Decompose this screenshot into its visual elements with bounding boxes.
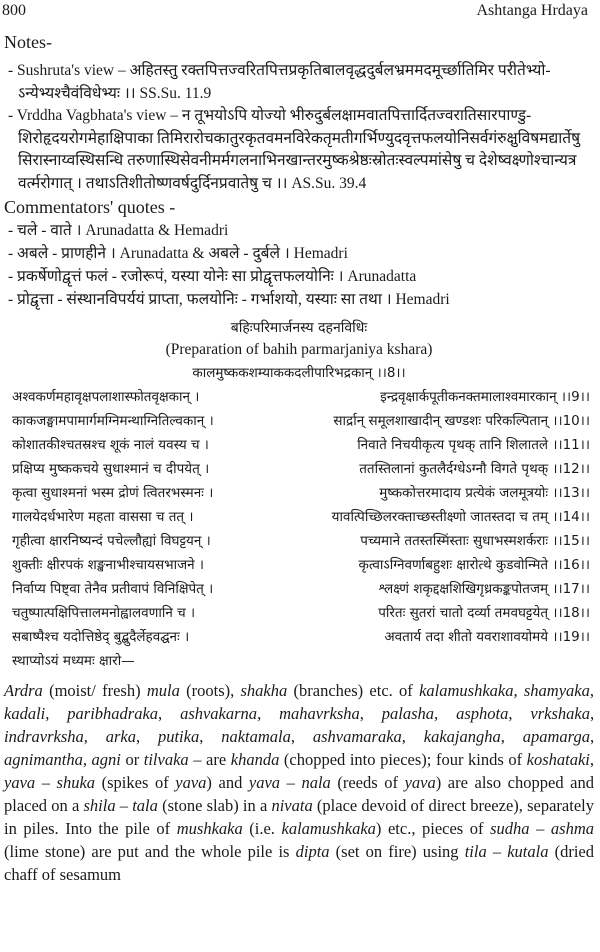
- verse-row: [4, 457, 594, 481]
- verse-half-right: कृत्वाऽग्निवर्णाबहुशः क्षारोत्थे कुडवोन्मिते ।।16।।: [358, 557, 590, 573]
- page-header: [0, 2, 600, 24]
- commentator-quote: - अबले - प्राणहीने । Arunadatta & अबले - दुर्बले । Hemadri: [8, 245, 348, 262]
- note-item: - Sushruta's view – अहितस्तु रक्तपित्तज्वरितपित्तप्रकृतिबालवृद्धदुर्बलभ्रममदमूर्च्छातिमिर परीतेभ्यो-ऽन्येभ्यश्चैवंविधेभ्यः ।। SS.Su. 11.9: [8, 62, 551, 102]
- verse-half-left: गालयेदर्धभारेण महता वाससा च तत् ।: [12, 509, 194, 525]
- translation-paragraph: Ardra (moist/ fresh) mula (roots), shakha (branches) etc. of kalamushkaka, shamyaka, kadali, paribhadraka, ashvakarna, mahavrksha, palasha, asphota, vrkshaka, indravrksha, arka, putika, naktamala, ashvamaraka, kakajangha, apamarga, agnimantha, agni or tilvaka – are khanda (chopped into pieces); four kinds of koshataki, yava – shuka (spikes of yava) and yava – nala (reeds of yava) are also chopped and placed on a shila – tala (stone slab) in a nivata (place devoid of direct breeze), separately in piles. Into the pile of mushkaka (i.e. kalamushkaka) etc., pieces of sudha – ashma (lime stone) are put and the whole pile is dipta (set on fire) using tila – kutala (dried chaff of sesamum: [4, 681, 595, 884]
- verse-row: [4, 577, 594, 601]
- commentator-quote: - चले - वाते । Arunadatta & Hemadri: [8, 222, 229, 239]
- verse-row: [4, 505, 594, 529]
- running-title: Ashtanga Hrdaya: [476, 2, 588, 19]
- verse-row: [4, 529, 594, 553]
- verse-row: [4, 433, 594, 457]
- verse-row: [4, 409, 594, 433]
- verse-half-left: कृत्वा सुधाश्मनां भस्म द्रोणं त्वितरभस्मनः ।: [12, 485, 214, 501]
- verse-half-right: पच्यमाने ततस्तस्मिंस्ताः सुधाभस्मशर्कराः ।।15।।: [360, 533, 590, 549]
- verse-half-right: यावत्पिच्छिलरक्ताच्छस्तीक्ष्णो जातस्तदा च तम् ।।14।।: [331, 509, 590, 525]
- verse-half-right: परितः सुतरां चातो दर्व्या तमवघट्टयेत् ।।18।।: [378, 605, 590, 621]
- verse-row: [4, 625, 594, 649]
- section-title: बहिःपरिमार्जनस्य दहनविधिः: [230, 320, 368, 336]
- verse-half-left: गृहीत्वा क्षारनिष्यन्दं पचेल्लौह्यां विघट्टयन् ।: [12, 533, 211, 549]
- verse-half-left: काकजङ्घामपामार्गमग्निमन्थाग्नितिल्वकान् ।: [12, 413, 214, 429]
- verse-half-right: मुष्ककोत्तरमादाय प्रत्येकं जलमूत्रयोः ।।13।।: [379, 485, 590, 501]
- notes-list: [4, 60, 594, 195]
- verse-row: [4, 481, 594, 505]
- commentators-list: [4, 219, 594, 311]
- verse-half-left: अश्वकर्णमहावृक्षपलाशास्फोतवृक्षकान् ।: [12, 389, 200, 405]
- note-item: - Vrddha Vagbhata's view – न तूभयोऽपि योज्यो भीरुदुर्बलक्षामवातपित्तार्दितज्वरातिसारपाण्डु-शिरोहृदयरोगमेहाक्षिपाका तिमिरारोचकातुरकृतवमनविरेकतृमतीगर्भिण्युदवृत्तफलयोनिसर्वगंरुक्षुविषमद्यार्तेषु सिरास्नाय्वस्थिसन्धि तरुणास्थिसेवनीमर्मगलनाभिनखान्तरमुष्कश्रेष्ठःस्रोतःस्वल्पमांसेषु च देशेष्वक्ष्णोश्चान्यत्र वर्त्मरोगात् । तथाऽतिशीतोष्णवर्षदुर्दिनप्रवातेषु च ।। AS.Su. 39.4: [8, 107, 581, 192]
- verse-row: [4, 601, 594, 625]
- verse-block: [4, 385, 594, 649]
- verse-half-left: कोशातकीश्चतस्रश्च शूकं नालं यवस्य च ।: [12, 437, 209, 453]
- verse-half-right: ततस्तिलानां कुतलैर्दग्धेऽग्नौ विगते पृथक् ।।12।।: [359, 461, 590, 477]
- page-number: 800: [2, 2, 26, 19]
- verse-half-left: चतुष्पात्पक्षिपित्तालमनोह्वालवणानि च ।: [12, 605, 196, 621]
- commentators-heading: Commentators' quotes -: [4, 197, 176, 217]
- verse-line: स्थाप्योऽयं मध्यमः क्षारो—: [12, 653, 135, 669]
- commentator-quote: - प्रोद्वृत्ता - संस्थानविपर्ययं प्राप्ता, फलयोनिः - गर्भाशयो, यस्याः सा तथा । Hemadri: [8, 291, 450, 308]
- verse-row: [4, 553, 594, 577]
- verse-half-right: निवाते निचयीकृत्य पृथक् तानि शिलातले ।।11।।: [357, 437, 590, 453]
- verse-half-right: श्लक्ष्णं शकृद्दक्षशिखिगृध्रकङ्कपोतजम् ।।17।।: [378, 581, 590, 597]
- verse-half-left: शुक्तीः क्षीरपकं शङ्खनाभीश्चायसभाजने ।: [12, 557, 205, 573]
- notes-heading: Notes-: [4, 32, 52, 52]
- commentator-quote: - प्रकर्षेणोद्वृत्तं फलं - रजोरूपं, यस्या योनेः सा प्रोद्वृत्तफलयोनिः । Arunadatta: [8, 268, 417, 285]
- verse-half-left: सबाष्पैश्च यदोत्तिष्ठेद् बुद्बुदैर्लेहवद्घनः ।: [12, 629, 190, 645]
- verse-half-left: निर्वाप्य पिष्ट्वा तेनैव प्रतीवापं विनिक्षिपेत् ।: [12, 581, 214, 597]
- verse-half-left: प्रक्षिप्य मुष्ककचये सुधाश्मानं च दीपयेत् ।: [12, 461, 210, 477]
- verse-line: कालमुष्ककशम्याककदलीपारिभद्रकान् ।।8।।: [192, 365, 406, 381]
- verse-half-right: सार्द्रान् समूलशाखादीन् खण्डशः परिकल्पितान् ।।10।।: [333, 413, 590, 429]
- verse-half-right: अवतार्य तदा शीतो यवराशावयोमये ।।19।।: [384, 629, 590, 645]
- verse-half-right: इन्द्रवृक्षार्कपूतीकनक्तमालाश्वमारकान् ।।9।।: [380, 389, 590, 405]
- verse-row: [4, 385, 594, 409]
- section-subtitle: (Preparation of bahih parmarjaniya kshara): [165, 341, 433, 358]
- page-body: [4, 30, 594, 886]
